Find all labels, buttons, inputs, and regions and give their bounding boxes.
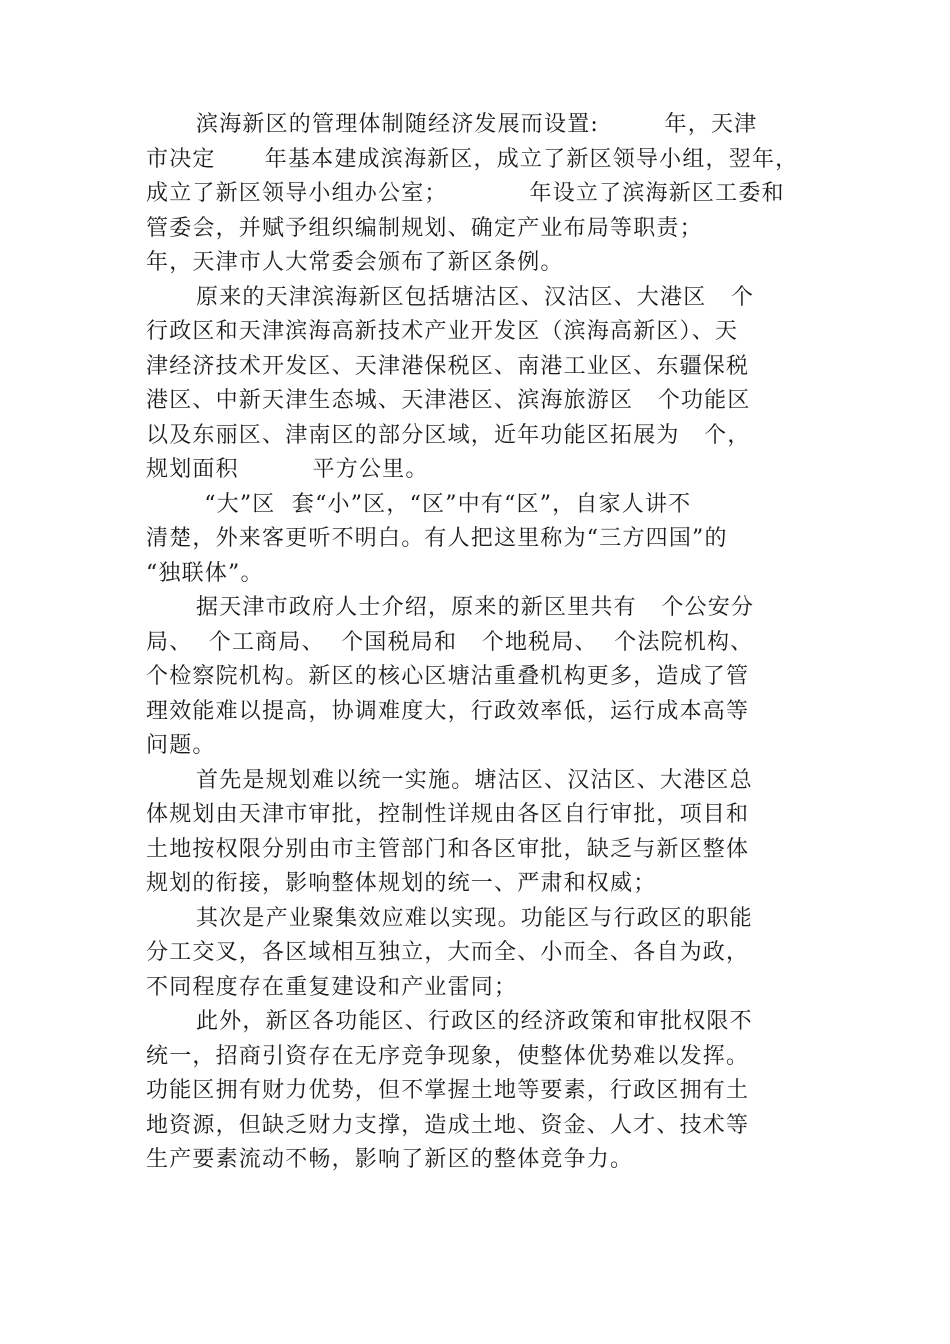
text-line: 津经济技术开发区、天津港保税区、南港工业区、东疆保税: [146, 353, 750, 379]
text-line: 分工交叉，各区域相互独立，大而全、小而全、各自为政，: [146, 940, 750, 965]
text-line: 规划面积 平方公里。: [146, 457, 429, 482]
text-line: “大”区 套“小”区，“区”中有“区”，自家人讲不: [196, 491, 692, 517]
text-line: 首先是规划难以统一实施。塘沽区、汉沽区、大港区总: [196, 767, 753, 793]
text-line: 港区、中新天津生态城、天津港区、滨海旅游区 个功能区: [146, 388, 751, 413]
text-line: 此外，新区各功能区、行政区的经济政策和审批权限不: [196, 1009, 753, 1034]
paragraph-industry-clustering: [146, 902, 806, 1006]
text-line: 其次是产业聚集效应难以实现。功能区与行政区的职能: [196, 905, 753, 931]
text-line: 年，天津市人大常委会颁布了新区条例。: [146, 250, 564, 275]
document-page: [146, 108, 806, 1178]
paragraph-planning-issues: [146, 764, 806, 902]
paragraph-government-agencies: [146, 591, 806, 764]
text-line: 不同程度存在重复建设和产业雷同；: [146, 974, 518, 1000]
text-line: 管委会，并赋予组织编制规划、确定产业布局等职责；: [146, 215, 703, 241]
text-line: 生产要素流动不畅，影响了新区的整体竞争力。: [146, 1147, 634, 1172]
text-line: 市决定 年基本建成滨海新区，成立了新区领导小组，翌年，: [146, 146, 799, 172]
text-line: 局、 个工商局、 个国税局和 个地税局、 个法院机构、: [146, 629, 754, 655]
text-line: 理效能难以提高，协调难度大，行政效率低，运行成本高等: [146, 698, 750, 724]
text-line: 体规划由天津市审批，控制性详规由各区自行审批，项目和: [146, 802, 750, 827]
text-line: 规划的衔接，影响整体规划的统一、严肃和权威；: [146, 871, 657, 896]
text-line: 清楚，外来客更听不明白。有人把这里称为“三方四国”的: [146, 526, 728, 551]
paragraph-original-districts: [146, 281, 806, 488]
text-line: 功能区拥有财力优势，但不掌握土地等要素，行政区拥有土: [146, 1078, 750, 1103]
text-line: 行政区和天津滨海高新技术产业开发区（滨海高新区）、天: [146, 319, 739, 344]
text-line: “独联体”。: [146, 560, 264, 586]
text-line: 个检察院机构。新区的核心区塘沽重叠机构更多，造成了管: [146, 664, 750, 689]
paragraph-management-system: [146, 108, 806, 281]
text-line: 统一，招商引资存在无序竞争现象，使整体优势难以发挥。: [146, 1043, 750, 1069]
text-line: 原来的天津滨海新区包括塘沽区、汉沽区、大港区 个: [196, 284, 755, 310]
text-line: 问题。: [146, 733, 216, 758]
text-line: 据天津市政府人士介绍，原来的新区里共有 个公安分: [196, 595, 755, 620]
text-line: 成立了新区领导小组办公室； 年设立了滨海新区工委和: [146, 181, 785, 206]
paragraph-policy-differences: [146, 1005, 806, 1178]
text-line: 滨海新区的管理体制随经济发展而设置: 年，天津: [196, 112, 758, 137]
text-line: 以及东丽区、津南区的部分区域，近年功能区拓展为 个，: [146, 422, 751, 448]
text-line: 土地按权限分别由市主管部门和各区审批，缺乏与新区整体: [146, 836, 750, 862]
paragraph-big-small-districts: [146, 488, 806, 592]
text-line: 地资源，但缺乏财力支撑，造成土地、资金、人才、技术等: [146, 1112, 750, 1138]
